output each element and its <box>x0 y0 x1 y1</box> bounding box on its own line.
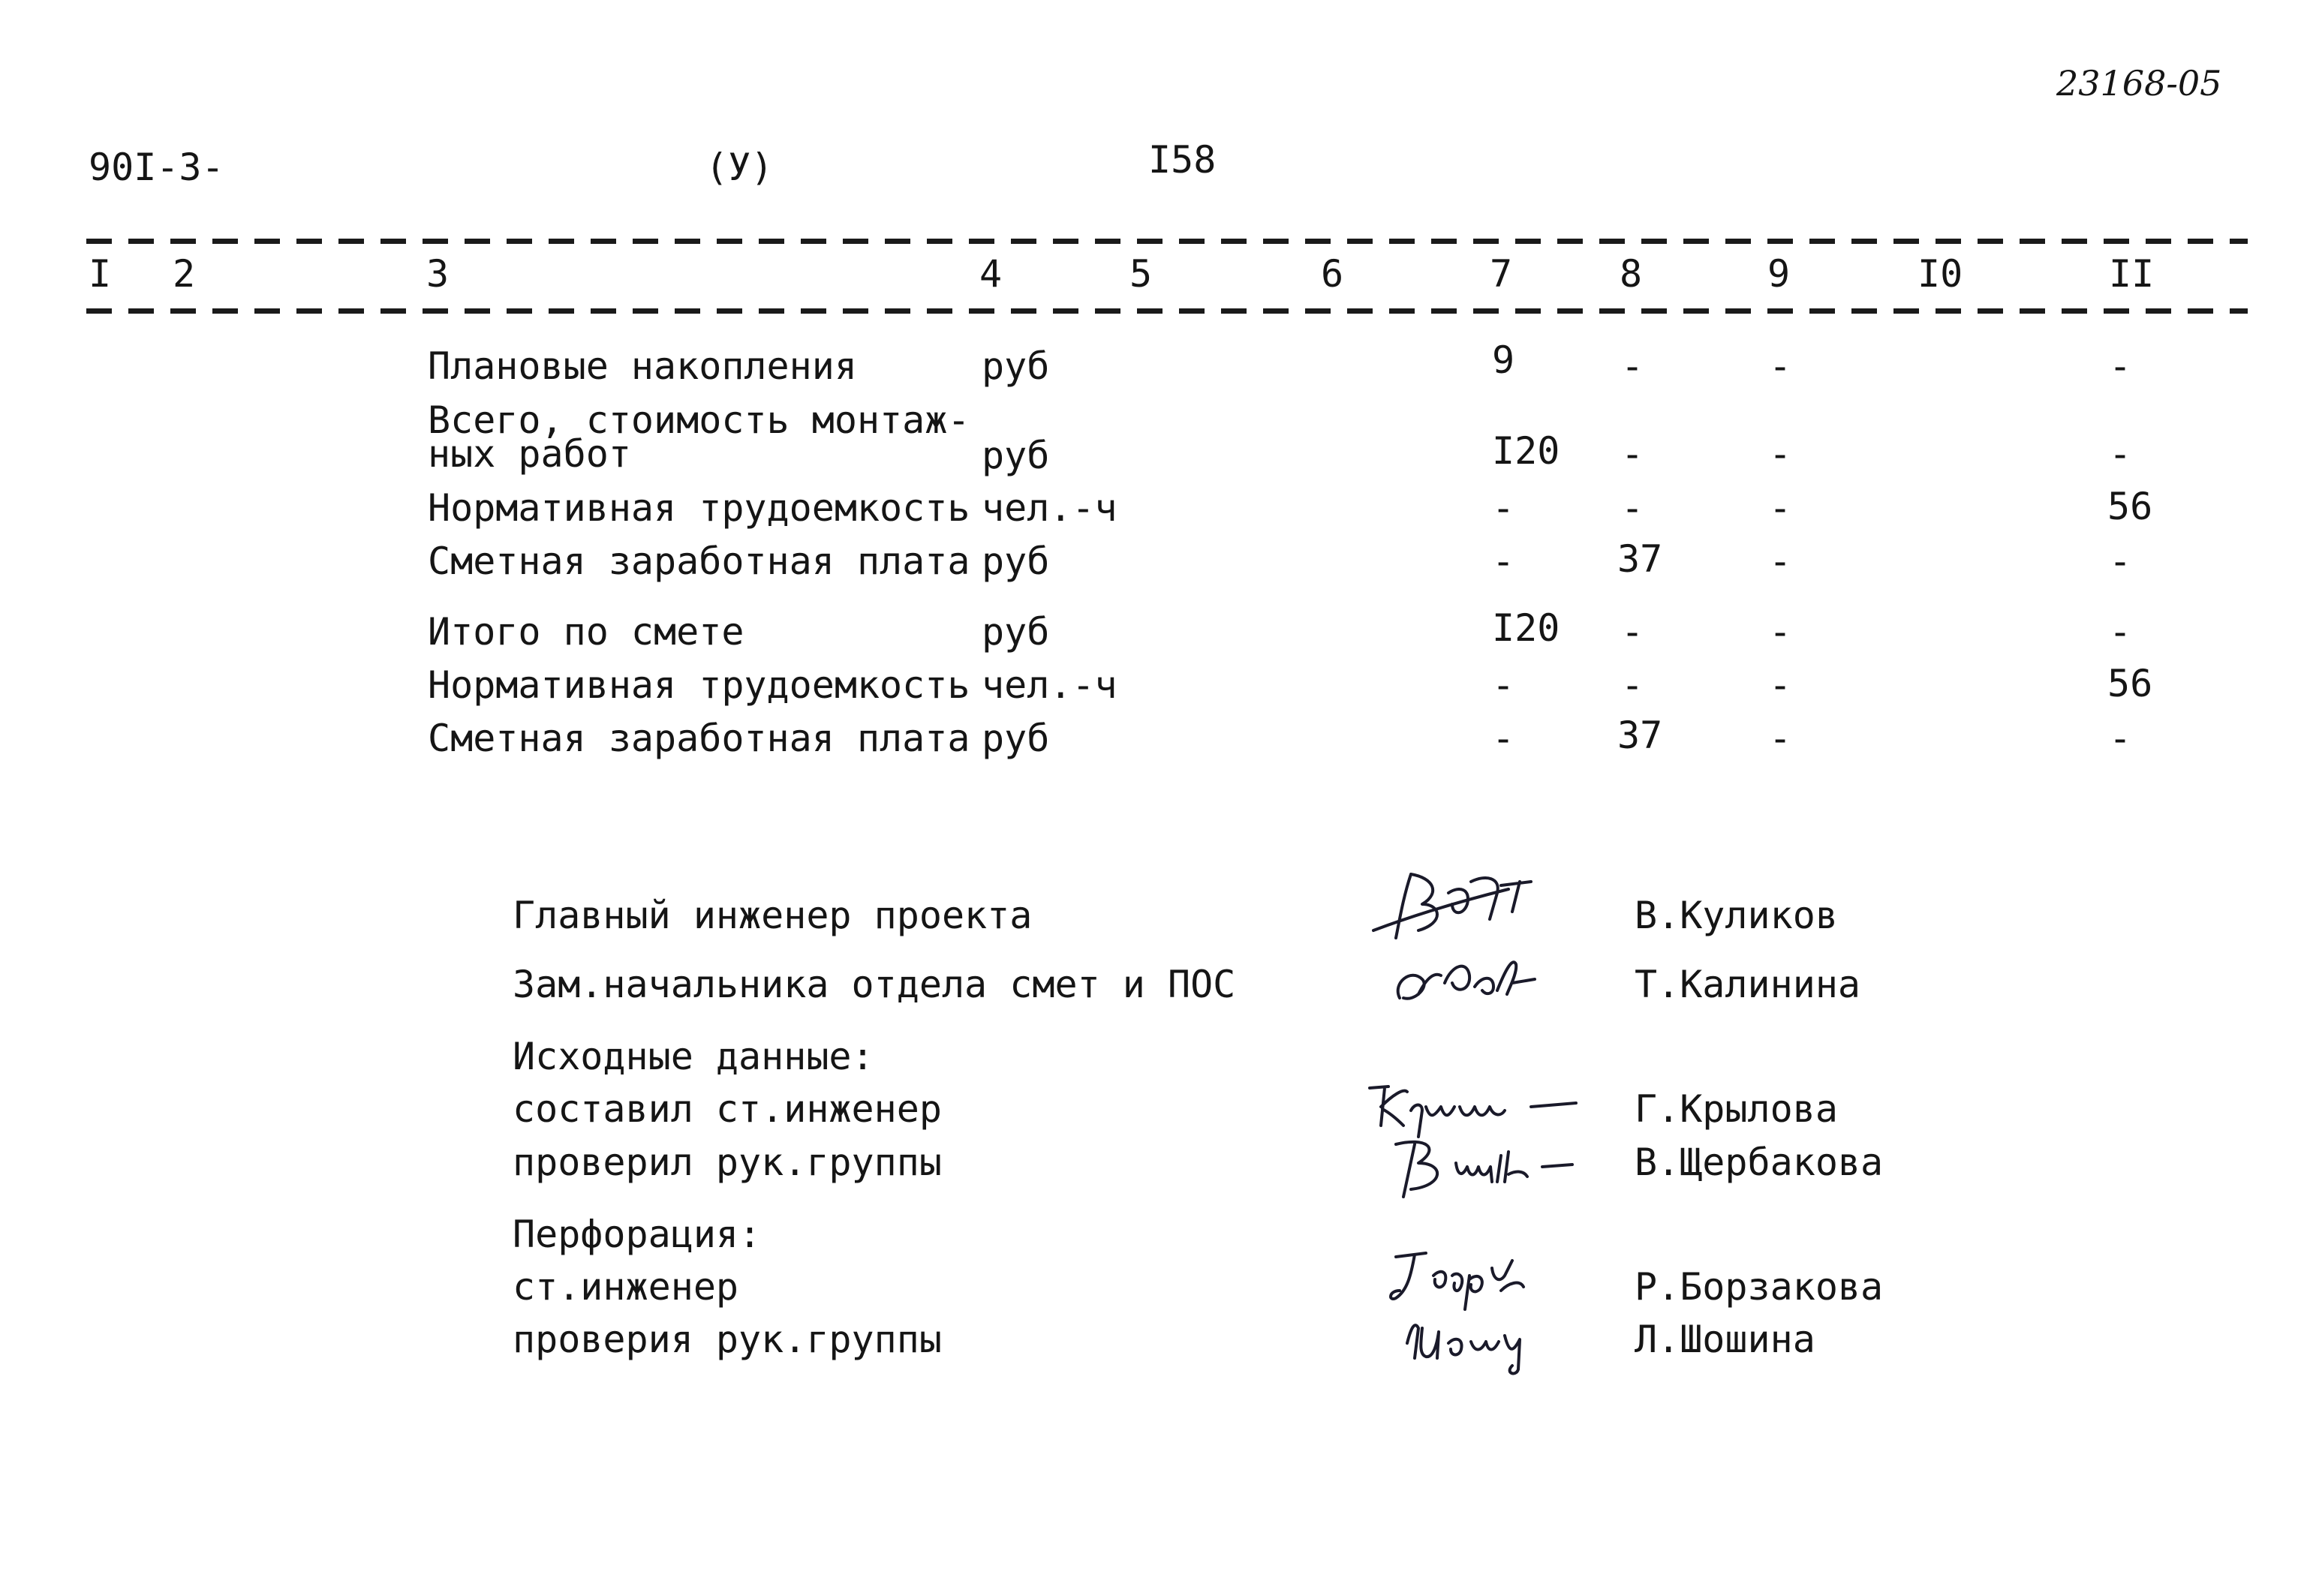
signature-shoshina <box>1392 1298 1557 1381</box>
row-col7: - <box>1492 540 1515 583</box>
row-col11: 56 <box>2107 485 2153 528</box>
col-header-5: 5 <box>1129 252 1153 296</box>
row-col11: - <box>2109 610 2132 654</box>
signer-name: В.Куликов <box>1635 894 1838 937</box>
row-unit: руб <box>982 610 1050 654</box>
row-unit: руб <box>982 717 1050 760</box>
row-col9: - <box>1769 610 1792 654</box>
row-col7: - <box>1492 486 1515 530</box>
row-label: Сметная заработная плата <box>428 717 970 760</box>
row-label: Итого по смете <box>428 610 744 654</box>
row-col11: - <box>2109 432 2132 476</box>
row-unit: руб <box>982 540 1050 583</box>
row-col9: - <box>1769 663 1792 707</box>
col-header-8: 8 <box>1620 252 1643 296</box>
row-label: Нормативная трудоемкость <box>428 663 970 707</box>
row-unit: чел.-ч <box>982 663 1117 707</box>
row-label: Всего, стоимость монтаж- <box>428 398 970 442</box>
signer-role: проверил рук.группы <box>513 1141 942 1184</box>
row-col9: - <box>1769 432 1792 476</box>
signer-name: Г.Крылова <box>1635 1087 1838 1131</box>
row-label: Сметная заработная плата <box>428 540 970 583</box>
row-unit: руб <box>982 434 1050 477</box>
col-header-1: I <box>89 252 112 296</box>
signer-name: В.Щербакова <box>1635 1141 1884 1184</box>
row-col11: - <box>2109 540 2132 583</box>
row-col8: - <box>1621 432 1644 476</box>
section-heading: Исходные данные: <box>513 1035 874 1078</box>
row-col9: - <box>1769 717 1792 760</box>
signature-kulikov <box>1358 859 1554 949</box>
row-col9: - <box>1769 486 1792 530</box>
row-col8: 37 <box>1617 537 1663 581</box>
row-col9: - <box>1769 540 1792 583</box>
signer-role: проверия рук.группы <box>513 1318 942 1361</box>
doc-code: 90I-3- <box>89 146 224 189</box>
signer-name: Л.Шошина <box>1635 1318 1815 1361</box>
signer-role: Главный инженер проекта <box>513 894 1033 937</box>
row-col8: - <box>1621 344 1644 388</box>
signer-name: Т.Калинина <box>1635 963 1861 1006</box>
col-header-6: 6 <box>1321 252 1344 296</box>
row-col7: I20 <box>1492 429 1560 473</box>
signer-role: составил ст.инженер <box>513 1087 942 1131</box>
archive-stamp: 23168-05 <box>2056 63 2222 104</box>
row-col7: - <box>1492 663 1515 707</box>
row-col8: - <box>1621 663 1644 707</box>
row-label: Плановые накопления <box>428 344 857 388</box>
signature-kalinina <box>1381 942 1561 1017</box>
row-col11: 56 <box>2107 662 2153 705</box>
col-header-4: 4 <box>979 252 1003 296</box>
row-col8: - <box>1621 610 1644 654</box>
col-header-11: II <box>2109 252 2155 296</box>
header-bottom-rule <box>86 308 2248 314</box>
row-col8: 37 <box>1617 714 1663 757</box>
row-label: Нормативная трудоемкость <box>428 486 970 530</box>
row-col7: - <box>1492 717 1515 760</box>
row-label-continued: ных работ <box>428 432 631 476</box>
row-col7: 9 <box>1492 338 1515 382</box>
signer-role: Зам.начальника отдела смет и ПОС <box>513 963 1236 1006</box>
row-col8: - <box>1621 486 1644 530</box>
col-header-2: 2 <box>173 252 196 296</box>
section-heading: Перфорация: <box>513 1213 762 1256</box>
signature-shcherbakova <box>1373 1126 1606 1208</box>
row-col9: - <box>1769 344 1792 388</box>
header-top-rule <box>86 239 2248 244</box>
col-header-3: 3 <box>426 252 450 296</box>
row-unit: чел.-ч <box>982 486 1117 530</box>
signer-name: Р.Борзакова <box>1635 1265 1884 1309</box>
row-unit: руб <box>982 344 1050 388</box>
row-col11: - <box>2109 717 2132 760</box>
col-header-7: 7 <box>1490 252 1513 296</box>
page-number: I58 <box>1148 138 1217 182</box>
signer-role: ст.инженер <box>513 1265 739 1309</box>
col-header-9: 9 <box>1767 252 1791 296</box>
row-col11: - <box>2109 344 2132 388</box>
col-header-10: I0 <box>1917 252 1963 296</box>
doc-variant: (У) <box>705 146 774 189</box>
row-col7: I20 <box>1492 606 1560 650</box>
